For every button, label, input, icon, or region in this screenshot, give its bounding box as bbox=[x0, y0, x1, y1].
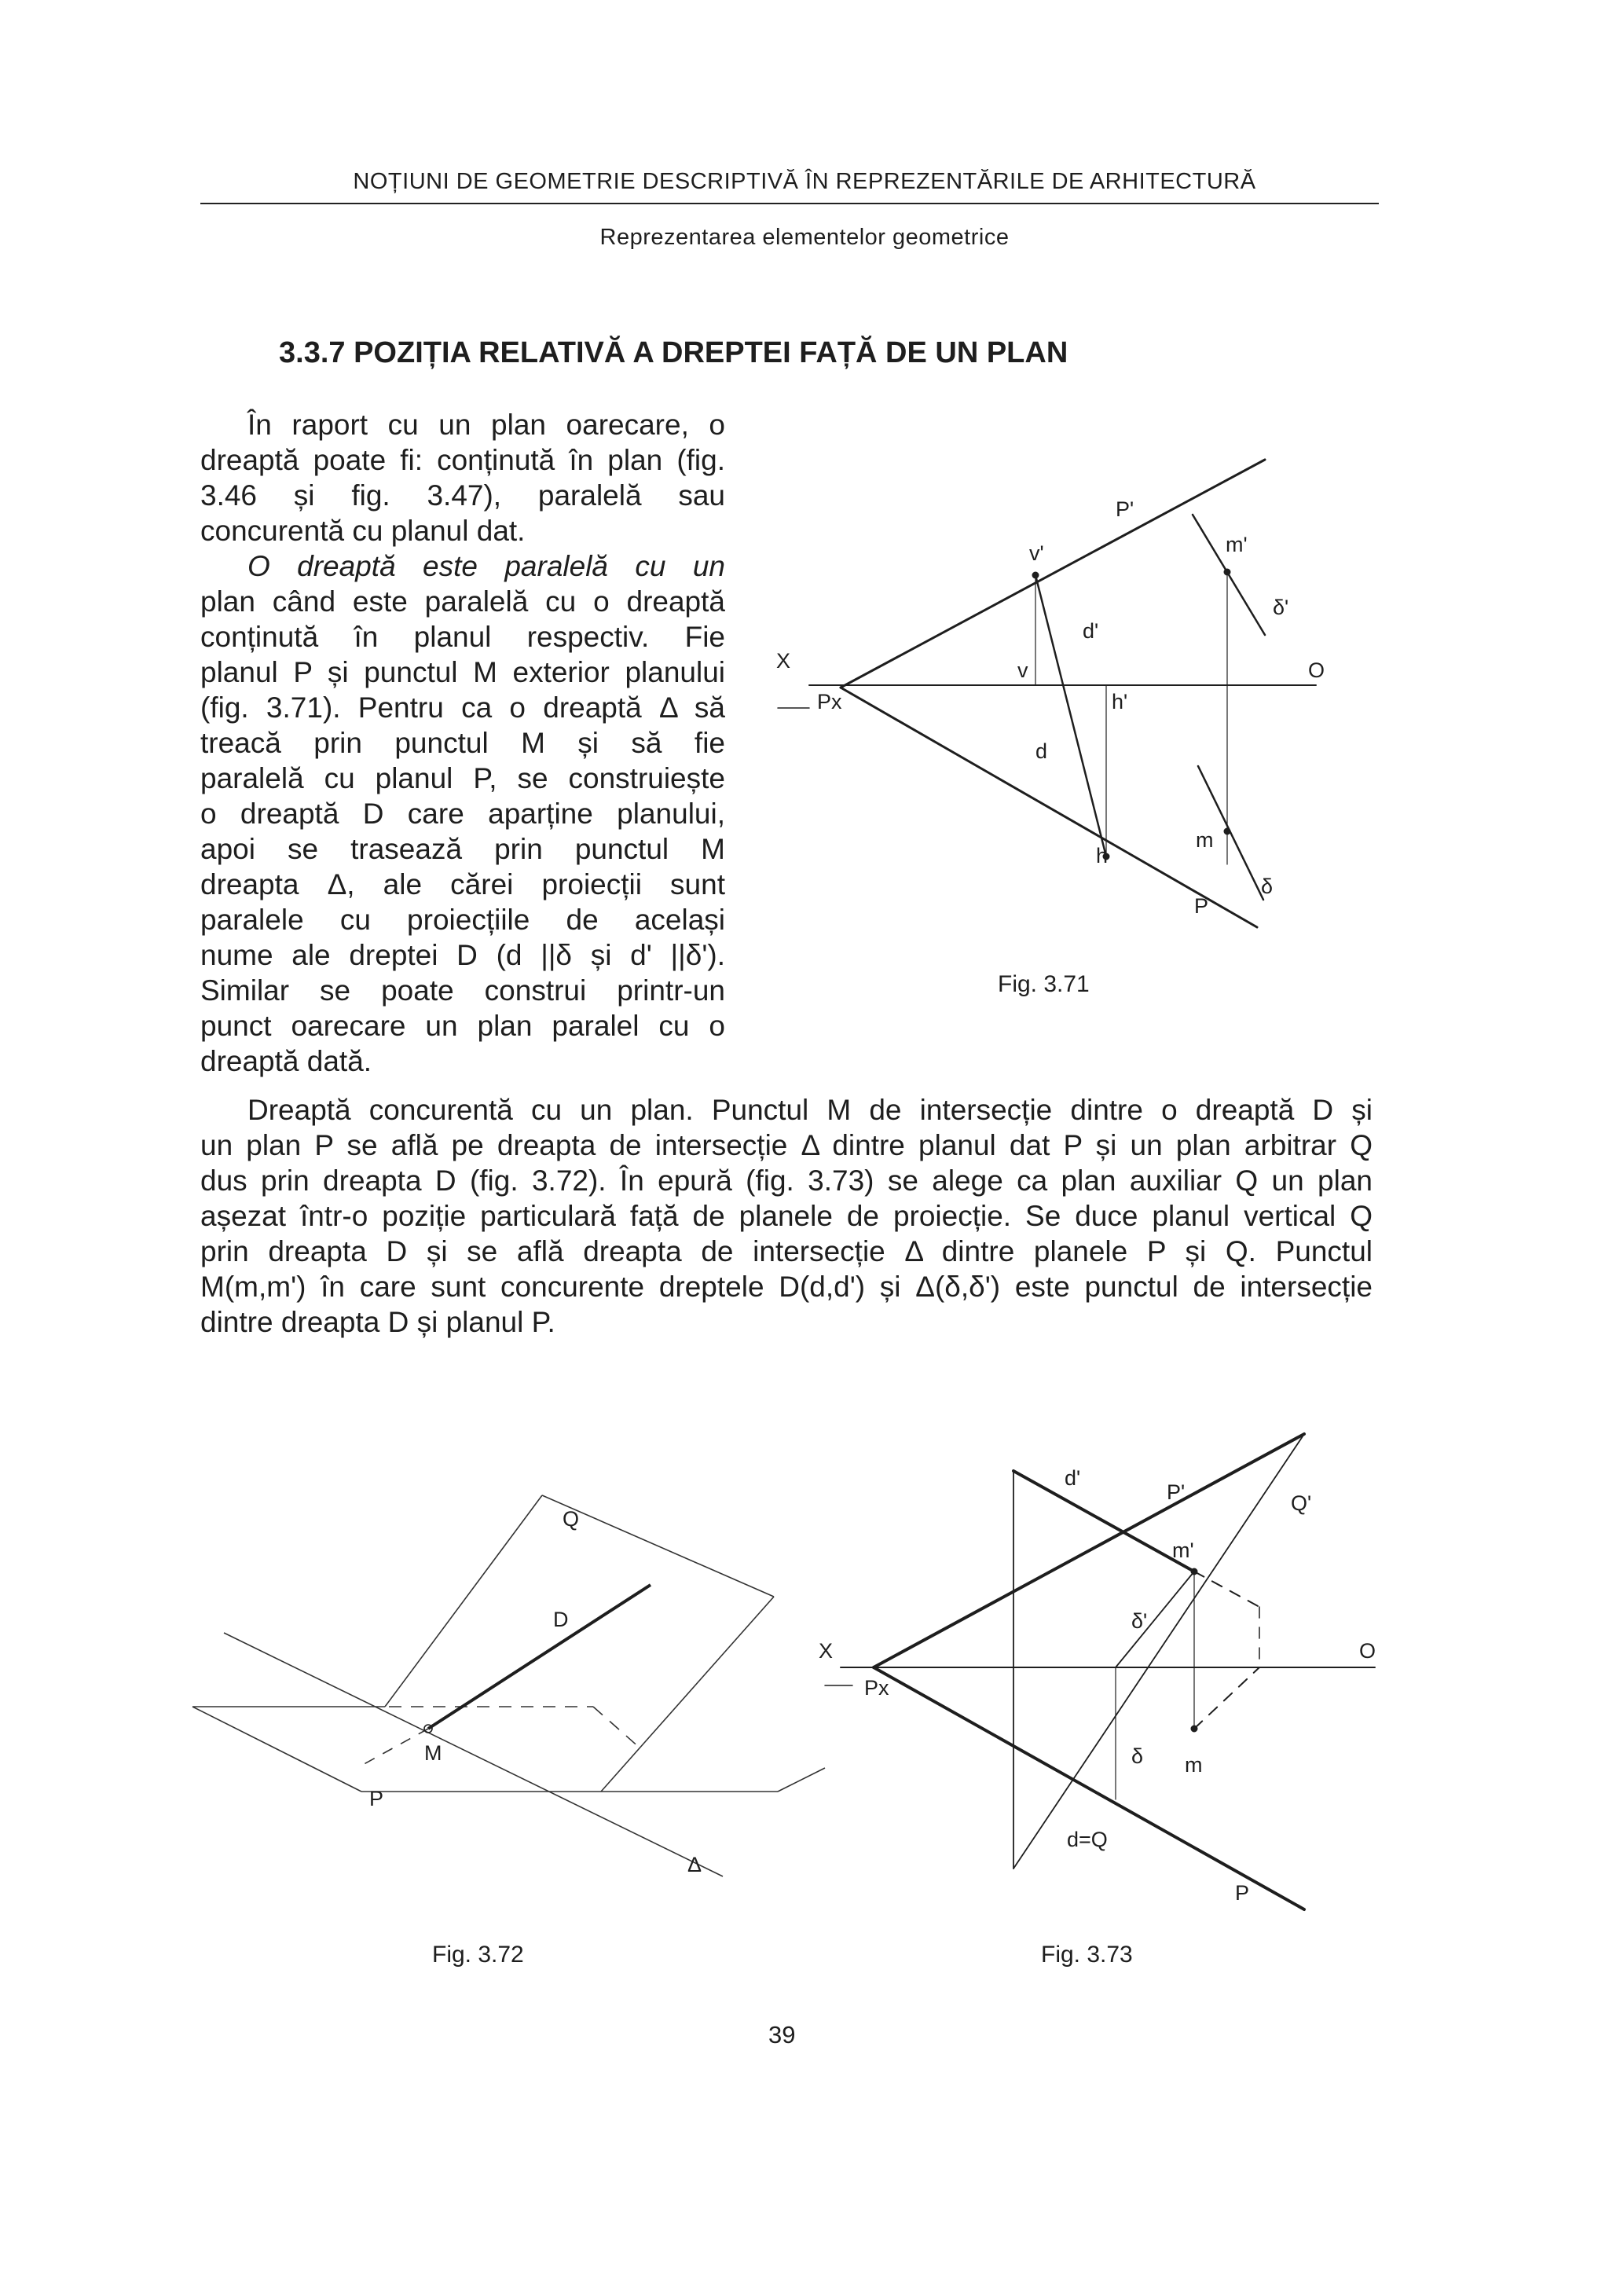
text-line: paralele cu proiecțiile de același bbox=[200, 904, 725, 936]
text-line: O dreaptă este paralelă cu un bbox=[247, 550, 725, 582]
label-m: m bbox=[1185, 1753, 1203, 1777]
hidden-line bbox=[1194, 1572, 1259, 1607]
running-header: NOȚIUNI DE GEOMETRIE DESCRIPTIVĂ ÎN REPREZENTĂRILE DE ARHITECTURĂ bbox=[353, 169, 1256, 194]
text-line: așezat într-o poziție particulară față de planele de proiecție. Se duce planul vertical Q bbox=[200, 1200, 1373, 1232]
line-d-eq-q bbox=[1013, 1434, 1304, 1869]
label-x: X bbox=[819, 1639, 834, 1663]
label-p-prime: P' bbox=[1116, 497, 1134, 521]
caption-fig-3-73: Fig. 3.73 bbox=[1041, 1942, 1133, 1968]
text-line: Similar se poate construi printr-un bbox=[200, 974, 725, 1007]
page-number: 39 bbox=[768, 2021, 796, 2048]
text-line: nume ale dreptei D (d ||δ și d' ||δ'). bbox=[200, 939, 725, 971]
point-m-prime bbox=[1191, 1568, 1197, 1575]
text-line: plan când este paralelă cu o dreaptă bbox=[200, 585, 725, 618]
label-p-prime: P' bbox=[1167, 1480, 1186, 1504]
text-line: În raport cu un plan oarecare, o bbox=[247, 409, 725, 441]
label-delta: Δ bbox=[687, 1853, 702, 1876]
label-p: P bbox=[1235, 1881, 1250, 1905]
text-line: treacă prin punctul M și să fie bbox=[200, 727, 725, 759]
hidden-line-d bbox=[360, 1729, 428, 1766]
text-line: planul P și punctul M exterior planului bbox=[200, 656, 725, 688]
text-line: 3.46 și fig. 3.47), paralelă sau bbox=[200, 479, 725, 512]
section-title: 3.3.7 POZIȚIA RELATIVĂ A DREPTEI FAȚĂ DE UN PLAN bbox=[279, 336, 1068, 369]
text-line: punct oarecare un plan paralel cu o bbox=[200, 1010, 725, 1042]
point-m-prime bbox=[1224, 569, 1230, 575]
text-line: dreapta Δ, ale cărei proiecții sunt bbox=[200, 868, 725, 900]
text-line: apoi se trasează prin punctul M bbox=[200, 833, 725, 865]
caption-fig-3-71: Fig. 3.71 bbox=[998, 971, 1090, 997]
text-line: dreaptă poate fi: conținută în plan (fig. bbox=[200, 444, 725, 476]
plane-p-edge bbox=[192, 1707, 361, 1792]
label-px: Px bbox=[864, 1676, 889, 1700]
label-d-prime: d' bbox=[1065, 1466, 1081, 1490]
line-delta bbox=[224, 1633, 723, 1876]
label-x: X bbox=[776, 649, 791, 673]
chapter-subtitle: Reprezentarea elementelor geometrice bbox=[599, 225, 1010, 250]
trace-p-prime bbox=[874, 1434, 1304, 1667]
label-px: Px bbox=[817, 690, 842, 713]
fig-3-72-diagram bbox=[192, 1495, 825, 1876]
point-m bbox=[1224, 828, 1230, 834]
plane-p-edge bbox=[778, 1768, 825, 1792]
label-o: O bbox=[1308, 658, 1325, 682]
label-m: m bbox=[1196, 828, 1214, 852]
text-line: dreaptă dată. bbox=[200, 1045, 372, 1077]
label-h-prime: h' bbox=[1112, 690, 1128, 713]
text-line: dus prin dreapta D (fig. 3.72). În epură (fig. 3.73) se alege ca plan auxiliar Q un plan bbox=[200, 1165, 1373, 1197]
trace-p bbox=[841, 688, 1257, 927]
label-q: Q bbox=[563, 1507, 580, 1531]
label-m-prime: m' bbox=[1226, 533, 1248, 556]
label-delta-prime: δ' bbox=[1273, 596, 1289, 619]
trace-p-prime bbox=[841, 460, 1265, 688]
text-line: M(m,m') în care sunt concurente dreptele D(d,d') și Δ(δ,δ') este punctul de intersecție bbox=[200, 1271, 1373, 1303]
line-d-3d bbox=[428, 1585, 651, 1729]
text-line: (fig. 3.71). Pentru ca o dreaptă Δ să bbox=[200, 691, 725, 724]
plane-q-edge bbox=[385, 1495, 542, 1707]
text-line: prin dreapta D și se află dreapta de intersecție Δ dintre planele P și Q. Punctul bbox=[200, 1235, 1373, 1267]
text-line: Dreaptă concurentă cu un plan. Punctul M de intersecție dintre o dreaptă D și bbox=[247, 1094, 1373, 1126]
plane-q-edge bbox=[601, 1597, 774, 1792]
label-d: D bbox=[553, 1608, 569, 1631]
label-p: P bbox=[369, 1787, 384, 1810]
line-delta-prime bbox=[1116, 1572, 1194, 1667]
label-h: h bbox=[1096, 844, 1109, 867]
text-line: un plan P se află pe dreapta de intersecție Δ dintre planul dat P și un plan arbitrar Q bbox=[200, 1129, 1373, 1161]
text-line: dintre dreapta D și planul P. bbox=[200, 1306, 555, 1338]
label-m-prime: m' bbox=[1172, 1539, 1194, 1562]
label-delta: δ bbox=[1261, 875, 1274, 898]
label-d-prime: d' bbox=[1083, 619, 1099, 643]
hidden-line bbox=[1194, 1667, 1259, 1729]
point-m bbox=[1191, 1726, 1197, 1732]
label-m: M bbox=[424, 1741, 442, 1765]
point-v-prime bbox=[1032, 572, 1039, 578]
text-line: o dreaptă D care aparține planului, bbox=[200, 798, 725, 830]
text-line: paralelă cu planul P, se construiește bbox=[200, 762, 725, 794]
caption-fig-3-72: Fig. 3.72 bbox=[432, 1942, 524, 1968]
text-line: concurentă cu planul dat. bbox=[200, 515, 526, 547]
label-delta: δ bbox=[1131, 1744, 1144, 1768]
label-d-eq-q: d=Q bbox=[1067, 1828, 1108, 1851]
label-v: v bbox=[1017, 658, 1028, 682]
label-d: d bbox=[1035, 739, 1048, 763]
text-line: conținută în planul respectiv. Fie bbox=[200, 621, 725, 653]
hidden-edge bbox=[593, 1707, 640, 1748]
label-v-prime: v' bbox=[1029, 541, 1044, 565]
label-p: P bbox=[1194, 894, 1209, 918]
trace-p bbox=[874, 1667, 1304, 1909]
label-o: O bbox=[1359, 1639, 1376, 1663]
label-q-prime: Q' bbox=[1291, 1491, 1312, 1515]
line-d-prime bbox=[1035, 575, 1106, 856]
label-delta-prime: δ' bbox=[1131, 1609, 1148, 1633]
